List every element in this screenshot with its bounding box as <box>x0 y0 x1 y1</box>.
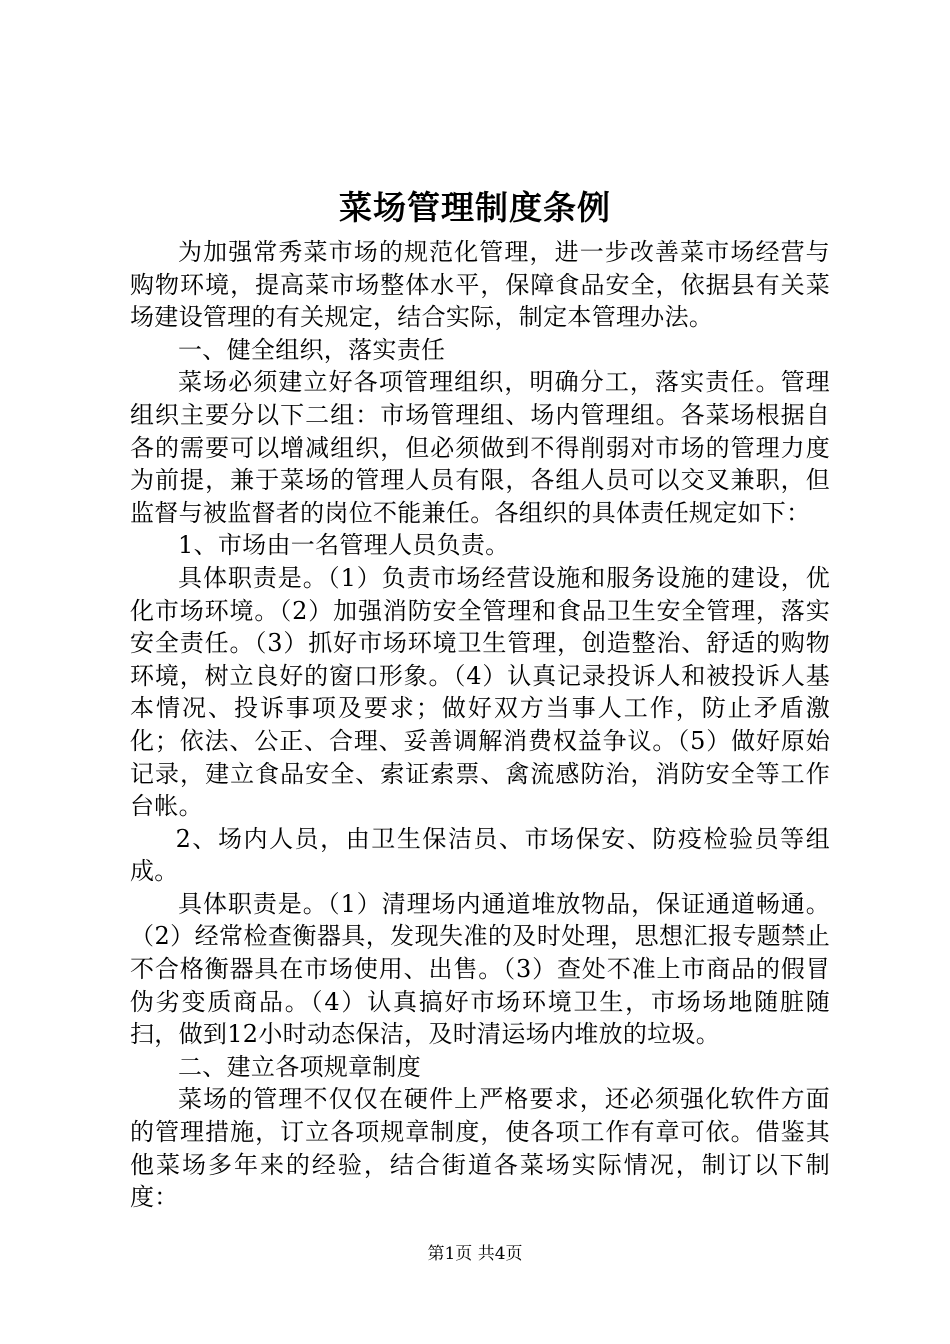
paragraph-intro: 为加强常秀菜市场的规范化管理，进一步改善菜市场经营与购物环境，提高菜市场整体水平，保障食品安全，依据县有关菜场建设管理的有关规定，结合实际，制定本管理办法。 <box>130 238 830 332</box>
document-body <box>130 236 830 1214</box>
section-heading-1: 一、健全组织，落实责任 <box>178 335 446 364</box>
list-item-1: 1、市场由一名管理人员负责。 <box>178 531 510 560</box>
paragraph-duties-1: 具体职责是。（1）负责市场经营设施和服务设施的建设，优化市场环境。（2）加强消防安全管理和食品卫生安全管理，落实安全责任。（3）抓好市场环境卫生管理，创造整治、舒适的购物环境，树立良好的窗口形象。（4）认真记录投诉人和被投诉人基本情况、投诉事项及要求；做好双方当事人工作，防止矛盾激化；依法、公正、合理、妥善调解消费权益争议。（5）做好原始记录，建立食品安全、索证索票、禽流感防治，消防安全等工作台帐。 <box>130 563 830 821</box>
section-heading-2: 二、建立各项规章制度 <box>178 1052 421 1081</box>
paragraph-organization: 菜场必须建立好各项管理组织，明确分工，落实责任。管理组织主要分以下二组：市场管理组、场内管理组。各菜场根据自各的需要可以增减组织，但必须做到不得削弱对市场的管理力度为前提，兼于菜场的管理人员有限，各组人员可以交叉兼职，但监督与被监督者的岗位不能兼任。各组织的具体责任规定如下： <box>130 368 830 527</box>
paragraph-rules: 菜场的管理不仅仅在硬件上严格要求，还必须强化软件方面的管理措施，订立各项规章制度，使各项工作有章可依。借鉴其他菜场多年来的经验，结合街道各菜场实际情况，制订以下制度： <box>130 1085 830 1212</box>
paragraph-duties-2: 具体职责是。（1）清理场内通道堆放物品，保证通道畅通。（2）经常检查衡器具，发现失准的及时处理，思想汇报专题禁止不合格衡器具在市场使用、出售。（3）查处不准上市商品的假冒伪劣变质商品。（4）认真搞好市场环境卫生，市场场地随脏随扫，做到12小时动态保洁，及时清运场内堆放的垃圾。 <box>130 889 830 1049</box>
page-footer: 第1页 共4页 <box>427 1244 523 1264</box>
document-title: 菜场管理制度条例 <box>339 188 611 227</box>
list-item-2: 2、场内人员，由卫生保洁员、市场保安、防疫检验员等组成。 <box>130 824 830 886</box>
